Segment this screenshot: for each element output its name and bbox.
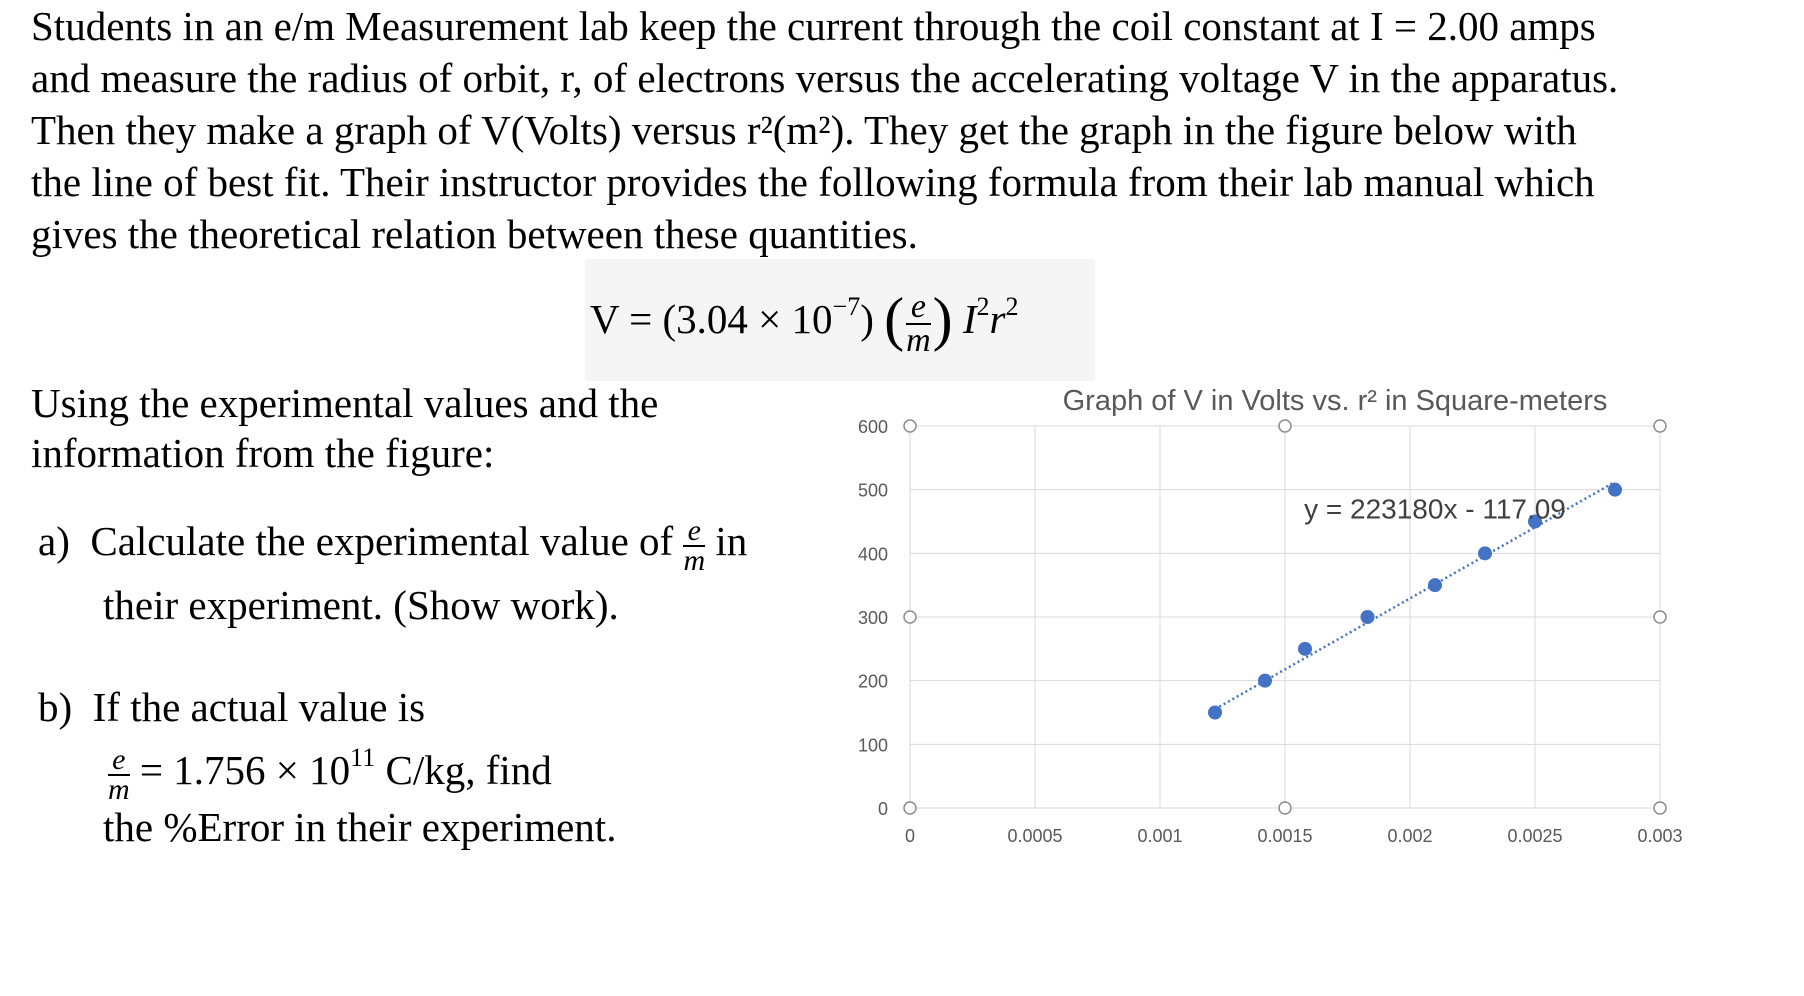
chart-title: Graph of V in Volts vs. r² in Square-meters [1062, 385, 1608, 417]
formula-close-paren-frac: ) [932, 286, 953, 352]
y-tick-label: 200 [857, 671, 888, 692]
theory-formula [590, 282, 1019, 357]
data-point [1361, 610, 1375, 624]
question-b-frac-num: e [108, 746, 130, 776]
question-a-text: Calculate the experimental value of [90, 518, 674, 564]
data-point [1258, 674, 1272, 688]
y-tick-label: 100 [857, 735, 888, 756]
formula-radius: r [989, 296, 1006, 342]
trendline-equation: y = 223180x - 117.09 [1304, 493, 1566, 525]
x-tick-label: 0.001 [1137, 826, 1183, 846]
formula-frac-den: m [906, 321, 931, 359]
question-b-value-text: = 1.756 × 10 [139, 747, 351, 793]
intro-line-1: Students in an e/m Measurement lab keep the current through the coil constant at I = 2.00 amps [31, 3, 1596, 49]
selection-handle [904, 420, 916, 432]
formula-open-paren-frac: ( [884, 286, 905, 352]
selection-handle [1279, 802, 1291, 814]
question-a-frac-num: e [683, 517, 705, 547]
formula-fraction [906, 287, 931, 359]
x-tick-label: 0.0025 [1507, 826, 1563, 846]
question-a-text-after: in [715, 518, 748, 564]
y-tick-label: 0 [877, 799, 888, 819]
selection-handle [904, 611, 916, 623]
data-point [1298, 642, 1312, 656]
data-point [1478, 546, 1492, 560]
intro-line-3: Then they make a graph of V(Volts) versus r²(m²). They get the graph in the figure below with [31, 107, 1577, 153]
y-tick-label: 400 [857, 544, 888, 565]
formula-frac-num: e [906, 291, 931, 325]
x-tick-label: 0.0015 [1257, 826, 1313, 846]
x-tick-label: 0 [904, 826, 916, 846]
intro-paragraph [31, 0, 1731, 260]
y-tick-label: 300 [857, 608, 888, 628]
question-b-value-unit: C/kg, find [375, 747, 552, 793]
formula-close-paren: ) [860, 296, 874, 342]
formula-current: I [962, 296, 977, 342]
question-b-value-exp: 11 [350, 743, 376, 772]
intro-line-5: gives the theoretical relation between these quantities. [31, 211, 918, 257]
x-tick-label: 0.0005 [1007, 826, 1063, 846]
selection-handle [1654, 420, 1666, 432]
selection-handle [904, 802, 916, 814]
data-point [1608, 483, 1622, 497]
question-a-fraction [683, 513, 706, 577]
scatter-chart [840, 380, 1730, 880]
question-b-text: If the actual value is [92, 684, 426, 730]
intro-line-2: and measure the radius of orbit, r, of electrons versus the accelerating voltage V in the apparatus. [31, 55, 1619, 101]
instructions-line-2: information from the figure: [31, 430, 495, 476]
question-a-line-2: their experiment. (Show work). [103, 582, 619, 628]
data-point [1208, 706, 1222, 720]
x-tick-label: 0.003 [1637, 826, 1683, 846]
selection-handle [1654, 802, 1666, 814]
instructions [31, 378, 658, 478]
question-b-line-3: the %Error in their experiment. [103, 804, 617, 850]
question-a-label: a) [38, 518, 70, 564]
chart-plot-area [858, 385, 1683, 846]
y-tick-label: 500 [857, 480, 888, 501]
question-b [38, 682, 425, 732]
question-b-label: b) [38, 684, 73, 730]
y-tick-label: 600 [857, 417, 888, 437]
formula-current-sq: 2 [976, 292, 990, 321]
question-a-frac-den: m [683, 543, 706, 577]
question-a [38, 513, 748, 577]
x-tick-label: 0.002 [1387, 826, 1433, 846]
instructions-line-1: Using the experimental values and the [31, 380, 659, 426]
selection-handle [1279, 420, 1291, 432]
formula-radius-sq: 2 [1005, 292, 1019, 321]
formula-lhs: V = (3.04 × 10 [590, 296, 833, 342]
data-point [1428, 578, 1442, 592]
intro-line-4: the line of best fit. Their instructor provides the following formula from their lab manual which [31, 159, 1595, 205]
formula-exponent: −7 [832, 292, 861, 321]
selection-handle [1654, 611, 1666, 623]
question-b-fraction [108, 742, 130, 806]
question-b-frac-den: m [108, 772, 130, 806]
question-b-value [108, 733, 552, 804]
